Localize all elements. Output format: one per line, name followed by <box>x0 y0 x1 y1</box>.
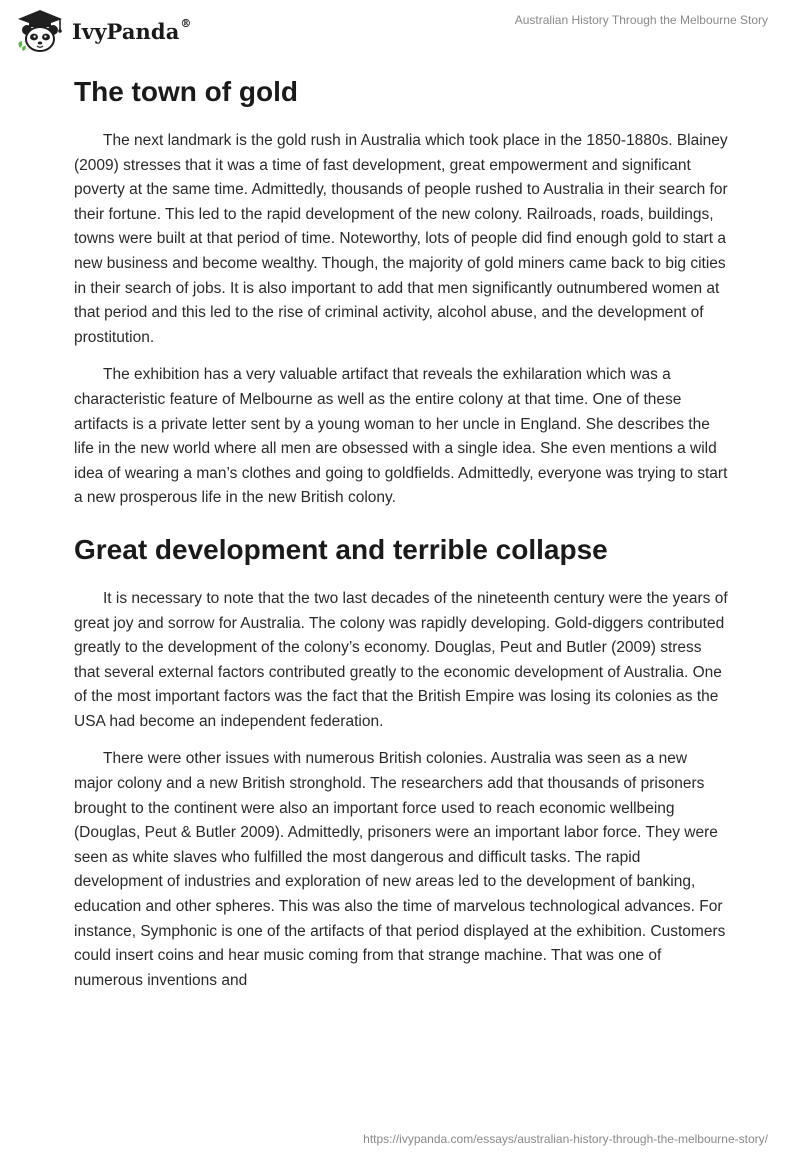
paragraph: It is necessary to note that the two last decades of the nineteenth century were the years of great joy and sorrow for Australia. The colony was rapidly developing. Gold-diggers contributed greatly to the development of the colony’s economy. Douglas, Peut and Butler (2009) stress that several external factors contributed greatly to the economic development of Australia. One of the most important factors was the fact that the British Empire was losing its colonies as the USA had become an independent federation. <box>74 589 728 730</box>
paragraph: The next landmark is the gold rush in Australia which took place in the 1850-1880s. Blainey (2009) stresses that it was a time of fast development, great empowerment and significant poverty at the same time. Admittedly, thousands of people rushed to Australia in their search for their fortune. This led to the rapid development of the new colony. Railroads, roads, buildings, towns were built at that period of time. Noteworthy, lots of people did find enough gold to start a new business and become wealthy. Though, the majority of gold miners came back to big cities in their search of jobs. It is also important to add that men significantly outnumbered women at that period and this led to the rise of criminal activity, alcohol abuse, and the development of prostitution. <box>74 132 728 346</box>
brand-logo[interactable] <box>14 8 192 54</box>
paragraph: There were other issues with numerous British colonies. Australia was seen as a new major colony and a new British stronghold. The researchers add that thousands of prisoners brought to the continent were also an important force used to reach economic wellbeing (Douglas, Peut & Butler 2009). Admittedly, prisoners were an important labor force. They were seen as white slaves who fulfilled the most dangerous and difficult tasks. The rapid development of industries and exploration of new areas led to the development of banking, education and other spheres. This was also the time of marvelous technological advances. For instance, Symphonic is one of the artifacts of that period displayed at the exhibition. Customers could insert coins and hear music coming from that strange machine. That was one of numerous inventions and <box>74 750 726 989</box>
article-body <box>74 70 730 1006</box>
section-heading: Great development and terrible collapse <box>74 533 608 565</box>
source-url[interactable]: https://ivypanda.com/essays/australian-history-through-the-melbourne-story/ <box>363 1132 768 1146</box>
paragraph: The exhibition has a very valuable artifact that reveals the exhilaration which was a characteristic feature of Melbourne as well as the entire colony at that time. One of these artifacts is a private letter sent by a young woman to her uncle in England. She describes the life in the new world where all men are obsessed with a single idea. She even mentions a wild idea of wearing a man’s clothes and going to goldfields. Admittedly, everyone was trying to start a new prosperous life in the new British colony. <box>74 366 728 507</box>
brand-name: IvyPanda® <box>72 16 192 44</box>
panda-graduate-icon <box>14 8 66 54</box>
page-header <box>0 0 800 60</box>
document-title: Australian History Through the Melbourne Story <box>514 13 768 27</box>
section-heading: The town of gold <box>74 76 298 107</box>
